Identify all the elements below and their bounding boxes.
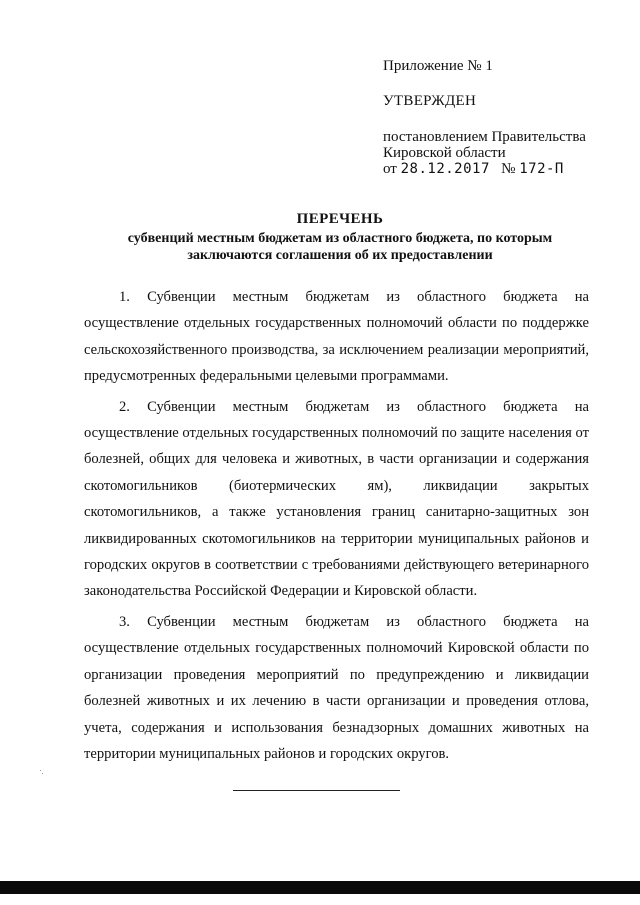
- approval-block: [383, 58, 623, 177]
- document-title: ПЕРЕЧЕНЬ: [296, 211, 384, 227]
- scan-specks: [40, 770, 44, 774]
- scan-edge-bar: [0, 881, 640, 894]
- approved-label: УТВЕРЖДЕН: [383, 93, 477, 109]
- document-body: [84, 284, 589, 771]
- resolution-date-line: [383, 161, 623, 177]
- paragraph-3: 3. Субвенции местным бюджетам из областного бюджета на осуществление отдельных государственных полномочий Кировской области по организации проведения мероприятий по предупреждению и ликвидации болезней животных и их лечению в части организации и проведения отлова, учета, содержания и использования безнадзорных домашних животных на территории муниципальных районов и городских округов.: [84, 613, 589, 762]
- document-heading: [90, 210, 590, 264]
- paragraph-2: 2. Субвенции местным бюджетам из областного бюджета на осуществление отдельных государственных полномочий по защите населения от болезней, общих для человека и животных, в части организации и содержания скотомогильников (биотермических ям), ликвидации закрытых скотомогильников, а также установления границ санитарно-защитных зон ликвидированных скотомогильников на территории муниципальных районов и городских округов в соответствии с требованиями действующего ветеринарного законодательства Российской Федерации и Кировской области.: [84, 398, 589, 600]
- closing-divider: [233, 790, 400, 791]
- paragraph-1: 1. Субвенции местным бюджетам из областного бюджета на осуществление отдельных государственных полномочий области по поддержке сельскохозяйственного производства, за исключением реализации мероприятий, предусмотренных федеральными целевыми программами.: [84, 289, 589, 385]
- handwritten-date: 28.12.2017: [400, 161, 490, 177]
- resolution-line-1: постановлением Правительства: [383, 129, 586, 145]
- date-prefix: от: [383, 161, 397, 177]
- appendix-label: Приложение № 1: [383, 58, 493, 74]
- resolution-line-2: Кировской области: [383, 145, 506, 161]
- document-subtitle: субвенций местным бюджетам из областного бюджета, по которым заключаются соглашения об их предоставлении: [127, 231, 553, 263]
- number-prefix: №: [501, 161, 516, 177]
- handwritten-number: 172-П: [519, 161, 564, 177]
